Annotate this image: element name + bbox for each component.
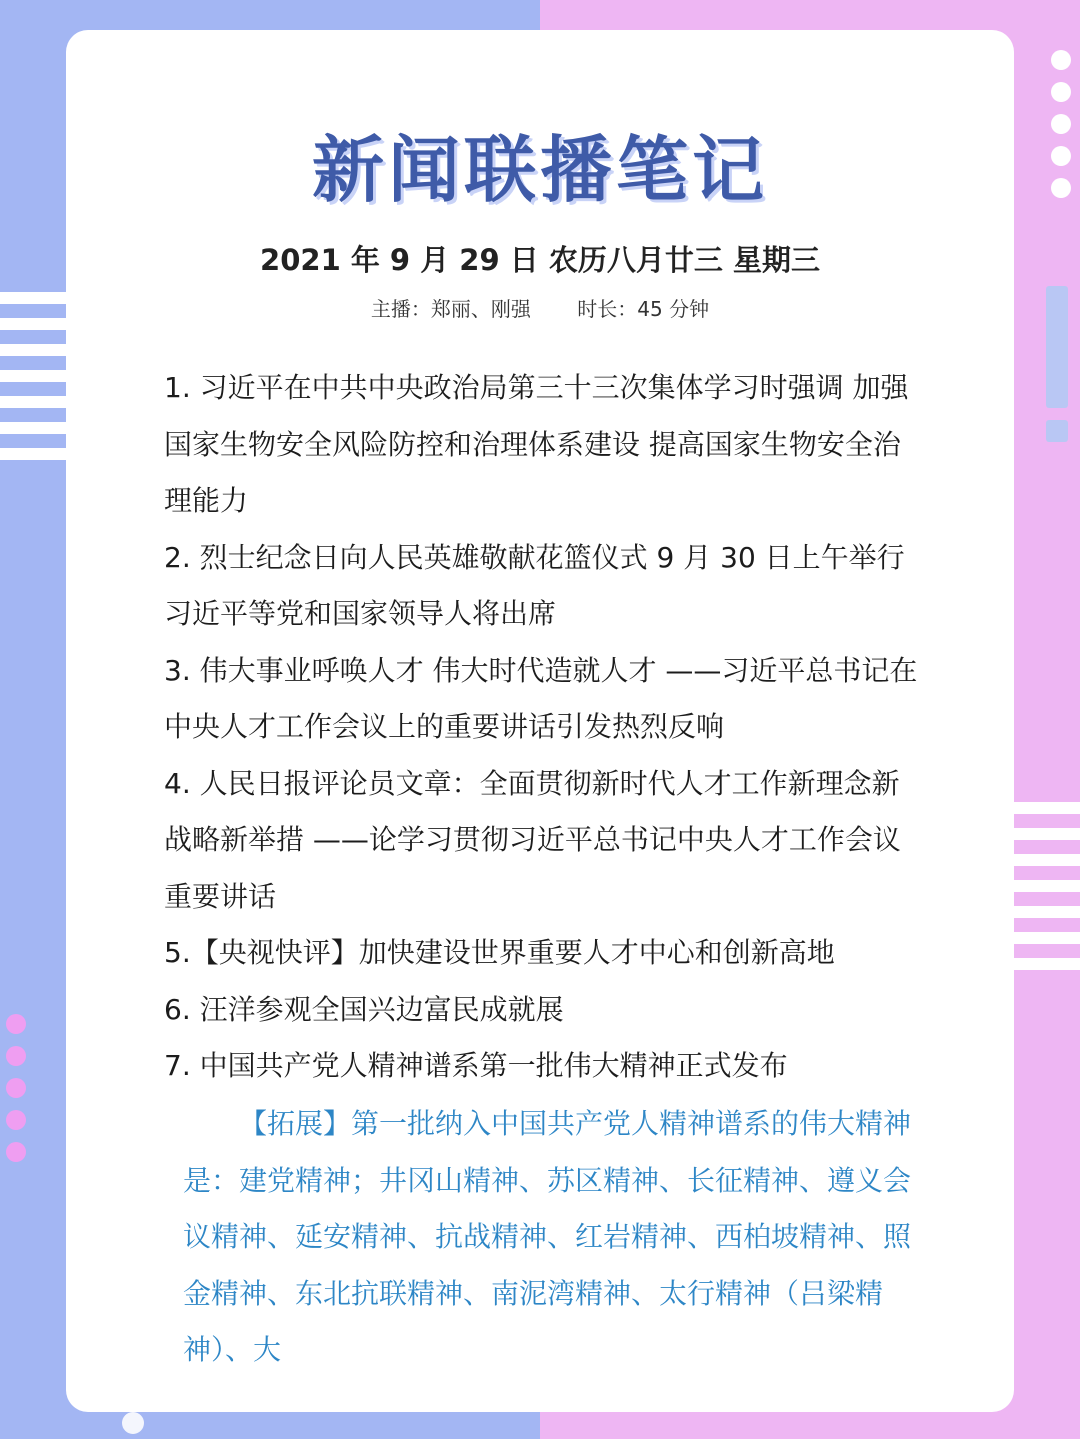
decor-dot: [122, 1412, 144, 1434]
extension-note: 【拓展】第一批纳入中国共产党人精神谱系的伟大精神是：建党精神；井冈山精神、苏区精神、长征精神、遵义会议精神、延安精神、抗战精神、红岩精神、西柏坡精神、照金精神、东北抗联精神、南泥湾精神、太行精神（吕梁精神）、大: [183, 1107, 912, 1366]
anchors-label: 主播：郑丽、刚强: [370, 297, 531, 321]
page-title: 新闻联播笔记: [311, 128, 768, 212]
news-item-5: 5.【央视快评】加快建设世界重要人才中心和创新高地: [164, 936, 835, 969]
news-item-3: 3. 伟大事业呼唤人才 伟大时代造就人才 ——习近平总书记在中央人才工作会议上的重要讲话引发热烈反响: [164, 653, 918, 743]
news-item-4: 4. 人民日报评论员文章：全面贯彻新时代人才工作新理念新战略新举措 ——论学习贯彻习近平总书记中央人才工作会议重要讲话: [164, 766, 901, 913]
duration-label: 时长：45 分钟: [577, 297, 710, 321]
anchor-info: [0, 293, 1080, 322]
date-line: 2021 年 9 月 29 日 农历八月廿三 星期三: [260, 243, 820, 277]
news-item-1: 1. 习近平在中共中央政治局第三十三次集体学习时强调 加强国家生物安全风险防控和治理体系建设 提高国家生物安全治理能力: [164, 371, 909, 517]
news-list: [164, 360, 924, 1095]
news-item-6: 6. 汪洋参观全国兴边富民成就展: [164, 992, 564, 1026]
news-item-7: 7. 中国共产党人精神谱系第一批伟大精神正式发布: [164, 1049, 788, 1082]
decor-square: [1046, 420, 1068, 442]
news-item-2: 2. 烈士纪念日向人民英雄敬献花篮仪式 9 月 30 日上午举行 习近平等党和国家领导人将出席: [164, 540, 905, 630]
